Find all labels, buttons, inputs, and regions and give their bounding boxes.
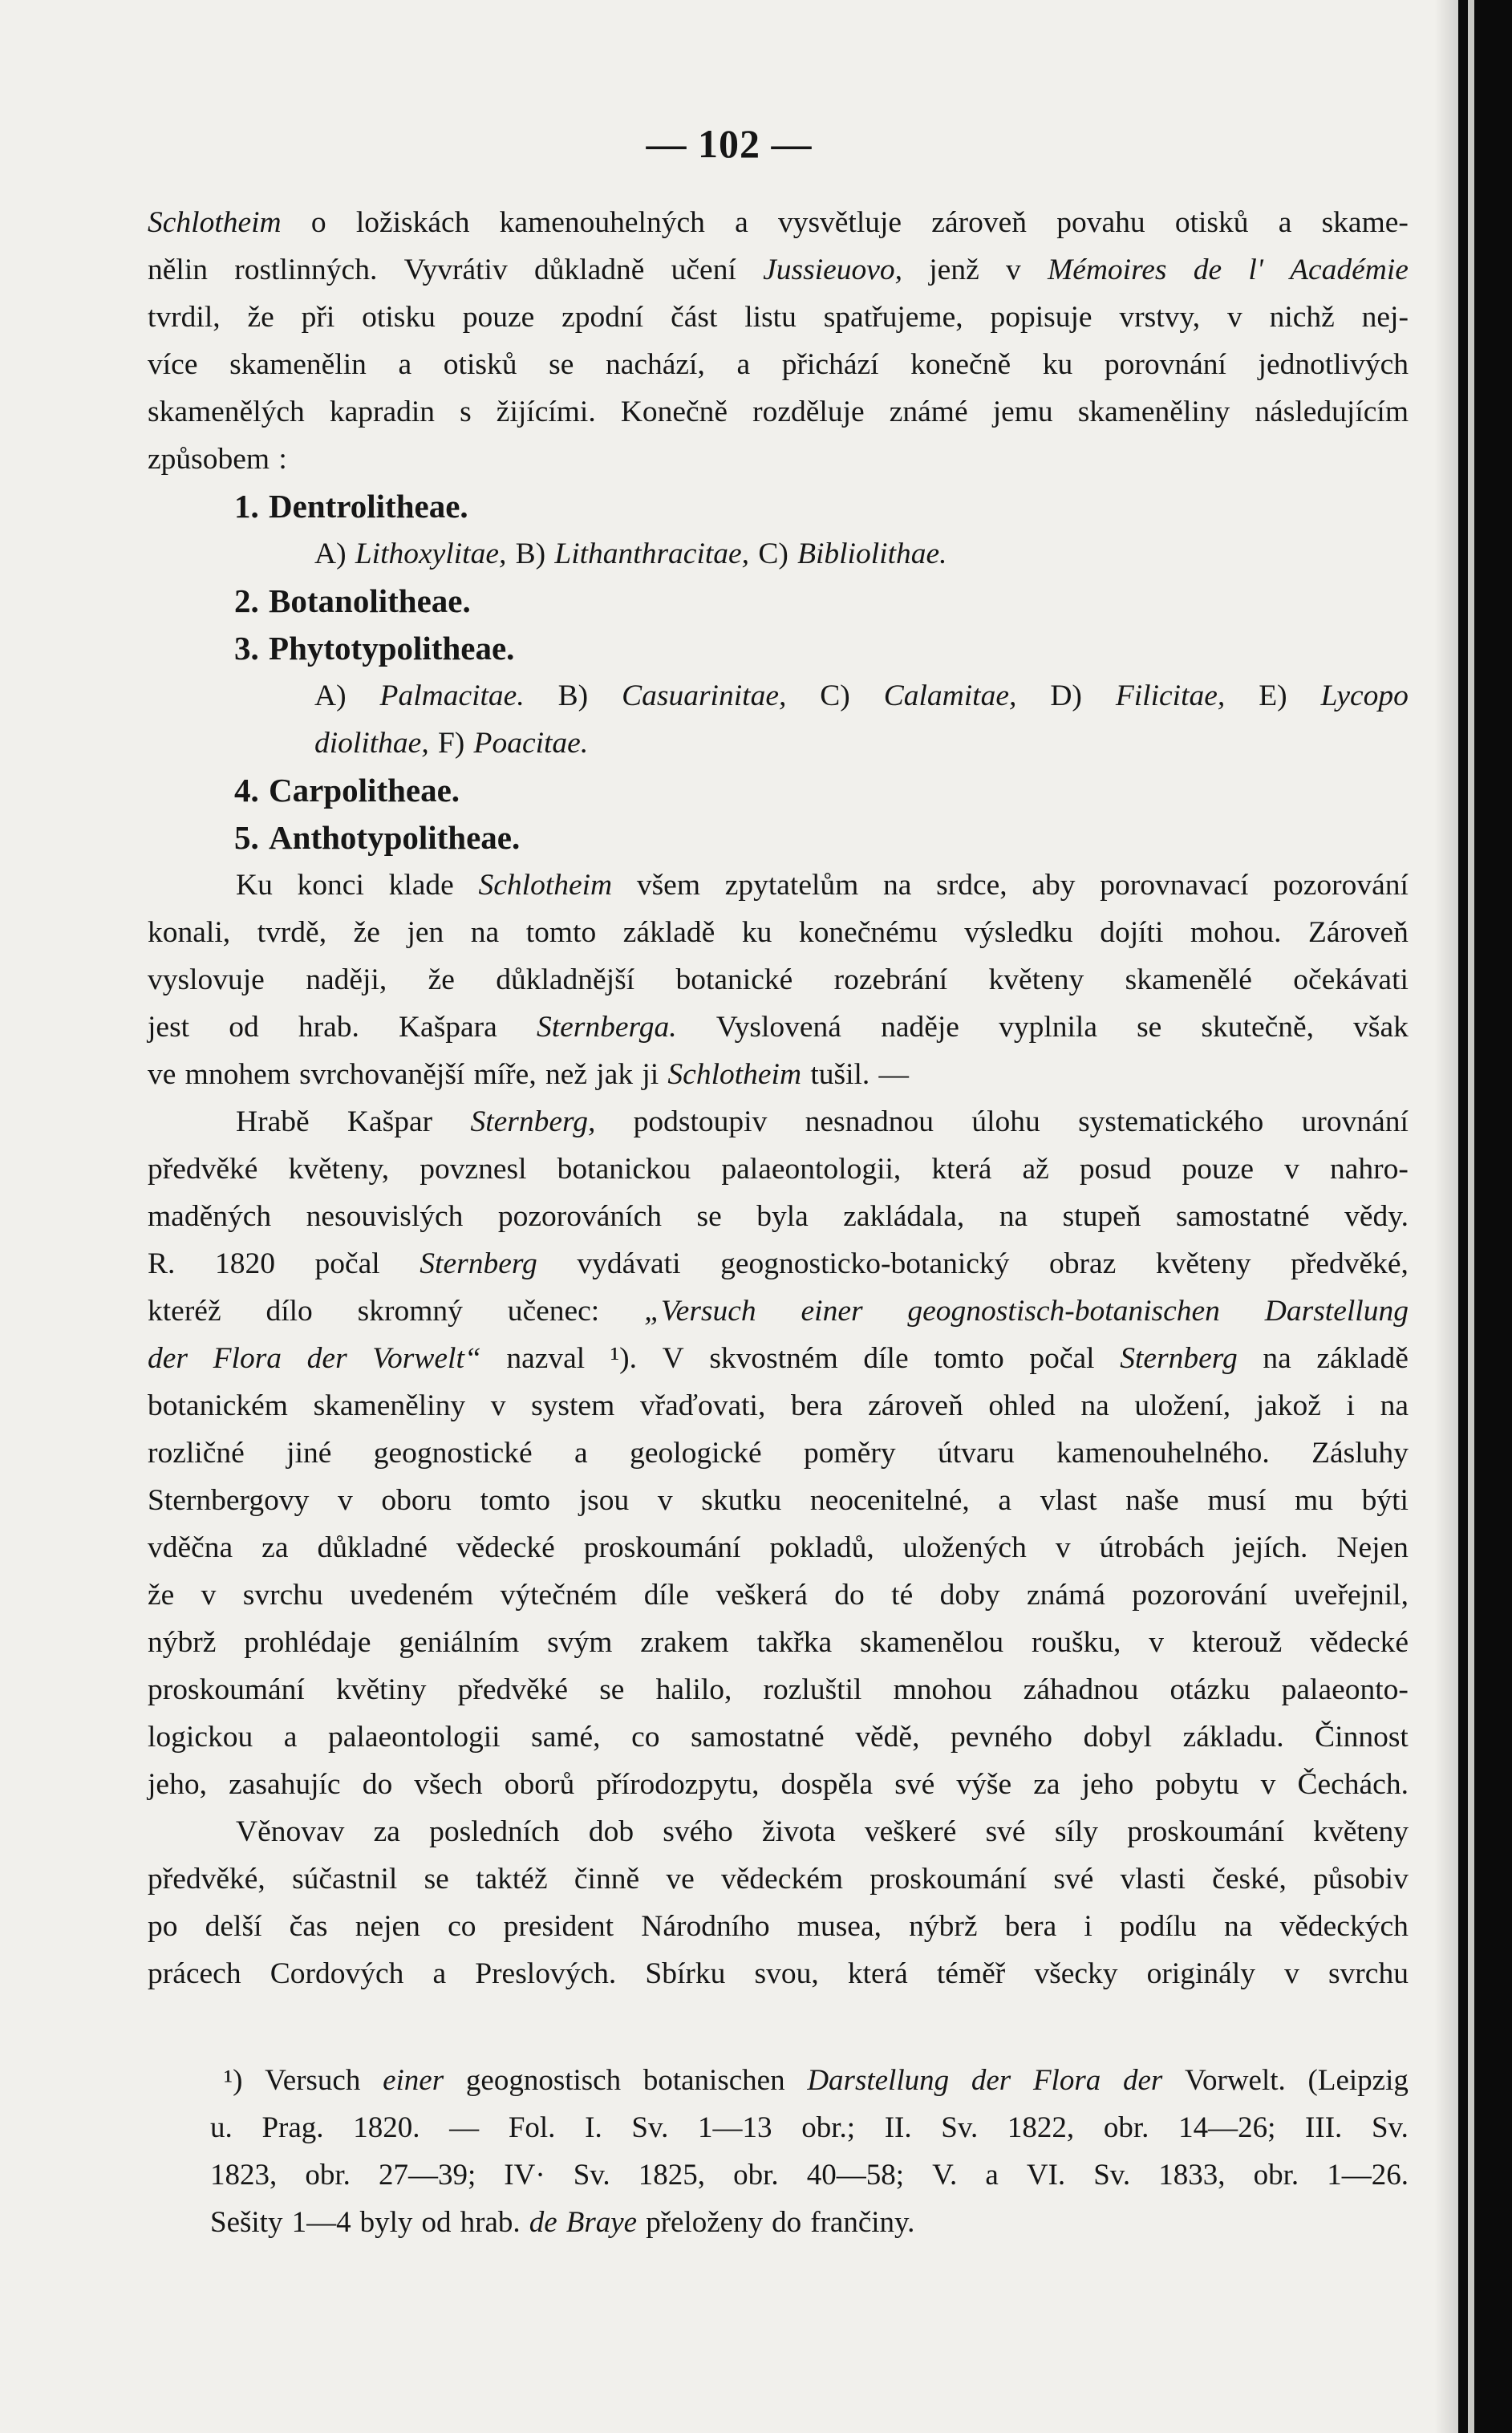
- text-line: 1823, obr. 27—39; IV· Sv. 1825, obr. 40—58; V. a VI. Sv. 1833, obr. 1—26.: [210, 2159, 1409, 2192]
- book-edge: [1468, 0, 1474, 2433]
- text-line: rozličné jiné geognostické a geologické poměry útvaru kamenouhelného. Zásluhy: [148, 1437, 1409, 1470]
- text-line: Věnovav za posledních dob svého života veškeré své síly proskoumání květeny: [236, 1815, 1409, 1848]
- text-line: že v svrchu uvedeném výtečném díle veškerá do té doby známá pozorování uveřejnil,: [148, 1579, 1409, 1612]
- text-line: proskoumání květiny předvěké se halilo, rozluštil mnohou záhadnou otázku palaeonto-: [148, 1673, 1409, 1706]
- text-line: Sternbergovy v oboru tomto jsou v skutku neocenitelné, a vlast naše musí mu býti: [148, 1484, 1409, 1517]
- text-line: konali, tvrdě, že jen na tomto základě ku konečnému výsledku dojíti mohou. Zároveň: [148, 916, 1409, 949]
- text-line: A) Lithoxylitae, B) Lithanthracitae, C) Bibliolithae.: [314, 537, 947, 570]
- text-line: skamenělých kapradin s žijícími. Konečně rozděluje známé jemu skameněliny následujícím: [148, 395, 1409, 428]
- text-line: der Flora der Vorwelt“ nazval ¹). V skvostném díle tomto počal Sternberg na základě: [148, 1342, 1409, 1375]
- body-text: [148, 199, 1409, 1997]
- text-line: jeho, zasahujíc do všech oborů přírodozpytu, dospěla své výše za jeho pobytu v Čechách.: [148, 1768, 1409, 1801]
- page-number: — 102 —: [646, 121, 813, 166]
- text-line: jest od hrab. Kašpara Sternberga. Vyslovená naděje vyplnila se skutečně, však: [148, 1011, 1409, 1044]
- text-line: 5. Anthotypolitheae.: [234, 819, 521, 856]
- text-line: více skamenělin a otisků se nachází, a přichází konečně ku porovnání jednotlivých: [148, 348, 1409, 381]
- text-line: 4. Carpolitheae.: [234, 772, 460, 809]
- text-line: předvěké květeny, povznesl botanickou palaeontologii, která až posud pouze v nahro-: [148, 1153, 1409, 1186]
- text-line: logickou a palaeontologii samé, co samostatné vědě, pevného dobyl základu. Činnost: [148, 1721, 1409, 1754]
- text-line: 3. Phytotypolitheae.: [234, 630, 515, 667]
- text-line: způsobem :: [148, 443, 287, 476]
- text-line: vyslovuje naději, že důkladnější botanické rozebrání květeny skamenělé očekávati: [148, 963, 1409, 996]
- text-line: Schlotheim o ložiskách kamenouhelných a vysvětluje zároveň povahu otisků a skame-: [148, 206, 1409, 239]
- text-line: Hrabě Kašpar Sternberg, podstoupiv nesnadnou úlohu systematického urovnání: [236, 1105, 1409, 1138]
- text-line: botanickém skameněliny v system vřaďovati, bera zároveň ohled na uložení, jakož i na: [148, 1389, 1409, 1422]
- text-line: Ku konci klade Schlotheim všem zpytatelům na srdce, aby porovnavací pozorování: [236, 869, 1409, 902]
- text-line: 1. Dentrolitheae.: [234, 488, 468, 525]
- text-line: nělin rostlinných. Vyvrátiv důkladně učení Jussieuovo, jenž v Mémoires de l' Académie: [148, 253, 1409, 286]
- footnotes: [148, 2058, 1409, 2247]
- text-line: kteréž dílo skromný učenec: „Versuch einer geognostisch-botanischen Darstellung: [148, 1295, 1409, 1328]
- text-line: nýbrž prohlédaje geniálním svým zrakem takřka skamenělou roušku, v kterouž vědecké: [148, 1626, 1409, 1659]
- text-line: předvěké, súčastnil se taktéž činně ve vědeckém proskoumání své vlasti české, působiv: [148, 1863, 1409, 1896]
- text-line: A) Palmacitae. B) Casuarinitae, C) Calamitae, D) Filicitae, E) Lycopo: [314, 679, 1409, 712]
- text-line: prácech Cordových a Preslových. Sbírku svou, která téměř všecky originály v svrchu: [148, 1957, 1409, 1990]
- text-line: R. 1820 počal Sternberg vydávati geognosticko-botanický obraz květeny předvěké,: [148, 1247, 1409, 1280]
- text-line: po delší čas nejen co president Národního musea, nýbrž bera i podílu na vědeckých: [148, 1910, 1409, 1943]
- text-line: vděčna za důkladné vědecké proskoumání pokladů, uložených v útrobách jejích. Nejen: [148, 1531, 1409, 1564]
- text-line: Sešity 1—4 byly od hrab. de Braye přeloženy do frančiny.: [210, 2206, 915, 2239]
- text-line: diolithae, F) Poacitae.: [314, 727, 589, 760]
- text-line: ve mnohem svrchovanější míře, než jak ji Schlotheim tušil. —: [148, 1058, 910, 1091]
- text-line: 2. Botanolitheae.: [234, 582, 471, 619]
- text-line: maděných nesouvislých pozorováních se byla zakládala, na stupeň samostatné vědy.: [148, 1200, 1409, 1233]
- text-line: tvrdil, že při otisku pouze zpodní část listu spatřujeme, popisuje vrstvy, v nichž nej-: [148, 301, 1409, 334]
- text-line: ¹) Versuch einer geognostisch botanischen Darstellung der Flora der Vorwelt. (Leipzig: [224, 2064, 1409, 2097]
- text-line: u. Prag. 1820. — Fol. I. Sv. 1—13 obr.; II. Sv. 1822, obr. 14—26; III. Sv.: [210, 2111, 1409, 2144]
